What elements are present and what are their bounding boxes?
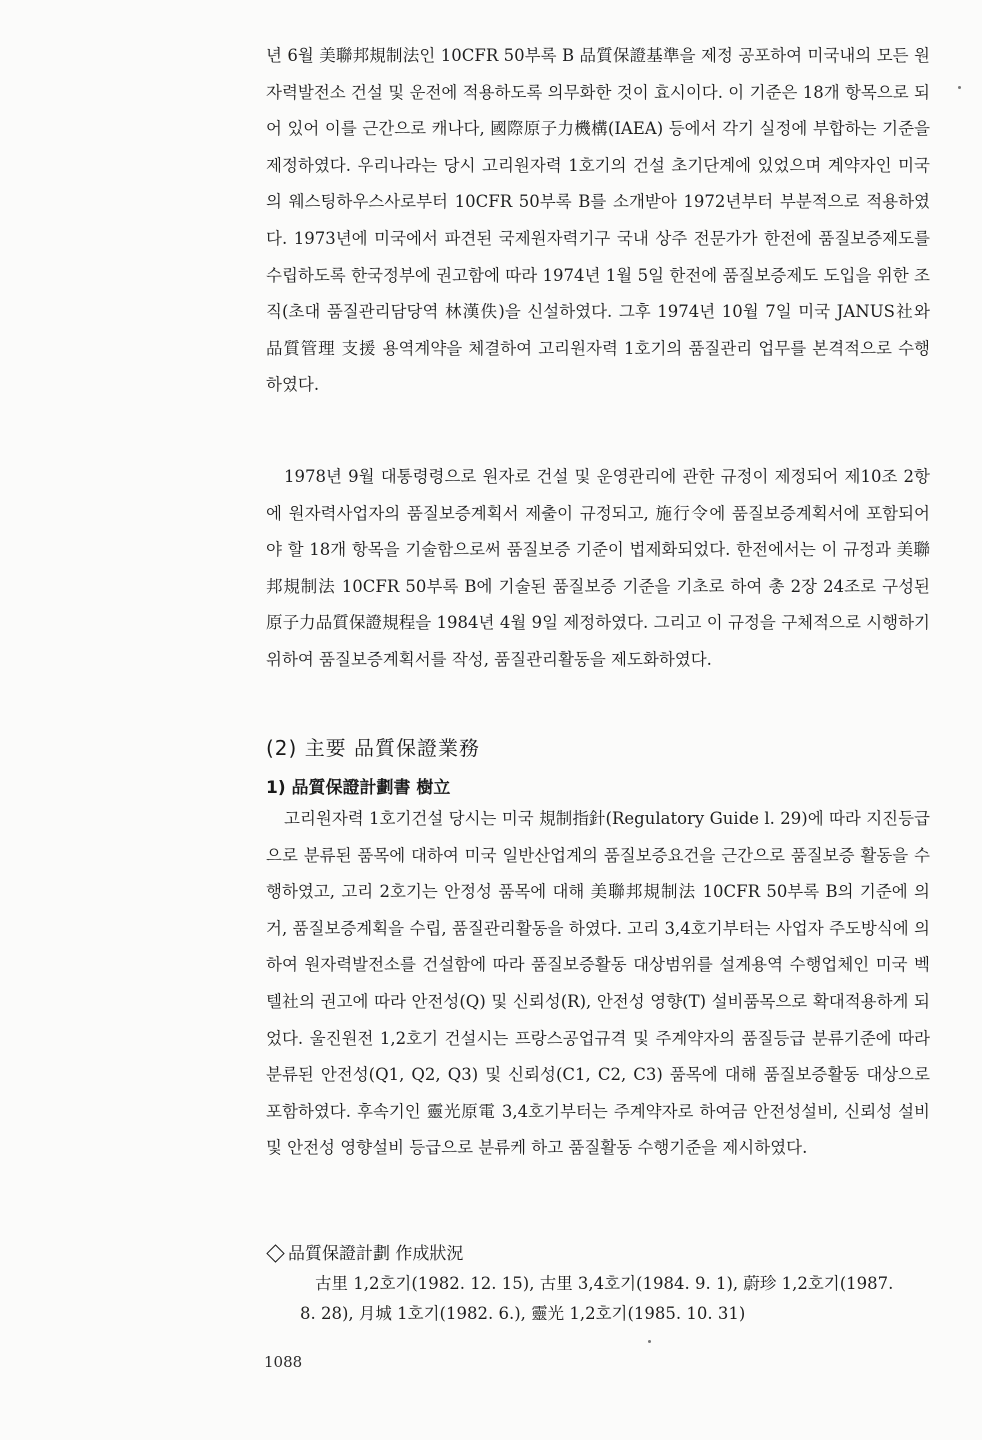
paragraph-text: 1978년 9월 대통령령으로 원자로 건설 및 운영관리에 관한 규정이 제정되어 제10조 2항에 원자력사업자의 품질보증계획서 제출이 규정되고, 施行令에 품질보증계획서에 포함되어야 할 18개 항목을 기술함으로써 품질보증 기준이 법제화되었다. 한전에서는 이 규정과 美聯邦規制法 10CFR 50부록 B에 기술된 품질보증 기준을 기초로 하여 총 2장 24조로 구성된 原子力品質保證規程을 1984년 4월 9일 제정하였다. 그리고 이 규정을 구체적으로 시행하기 위하여 품질보증계획서를 작성, 품질관리활동을 제도화하였다.	[266, 467, 930, 669]
body-paragraph-2	[266, 459, 930, 679]
status-line-1: 古里 1,2호기(1982. 12. 15), 古里 3,4호기(1984. 9. 1), 蔚珍 1,2호기(1987.	[315, 1274, 894, 1293]
scan-speck	[958, 86, 961, 89]
status-heading	[266, 1239, 463, 1264]
section-heading: (2) 主要 品質保證業務	[266, 736, 481, 760]
status-line-2: 8. 28), 月城 1호기(1982. 6.), 靈光 1,2호기(1985. 10. 31)	[300, 1304, 746, 1323]
page-number: 1088	[264, 1353, 303, 1371]
body-paragraph-3	[266, 801, 930, 1167]
sub-heading: 1) 品質保證計劃書 樹立	[266, 778, 451, 798]
status-heading-text: 品質保證計劃 作成狀況	[288, 1244, 464, 1264]
paragraph-text: 고리원자력 1호기건설 당시는 미국 規制指針(Regulatory Guide l. 29)에 따라 지진등급으로 분류된 품목에 대하여 미국 일반산업계의 품질보증요건을 근간으로 품질보증 활동을 수행하였고, 고리 2호기는 안정성 품목에 대해 美聯邦規制法 10CFR 50부록 B의 기준에 의거, 품질보증계획을 수립, 품질관리활동을 하였다. 고리 3,4호기부터는 사업자 주도방식에 의하여 원자력발전소를 건설함에 따라 품질보증활동 대상범위를 설계용역 수행업체인 미국 벡텔社의 권고에 따라 안전성(Q) 및 신뢰성(R), 안전성 영향(T) 설비품목으로 확대적용하게 되었다. 울진원전 1,2호기 건설시는 프랑스공업규격 및 주계약자의 품질등급 분류기준에 따라 분류된 안전성(Q1, Q2, Q3) 및 신뢰성(C1, C2, C3) 품목에 대해 품질보증활동 대상으로 포함하였다. 후속기인 靈光原電 3,4호기부터는 주계약자로 하여금 안전성설비, 신뢰성 설비 및 안전성 영향설비 등급으로 분류케 하고 품질활동 수행기준을 제시하였다.	[266, 809, 930, 1158]
scan-speck	[648, 1340, 651, 1343]
paragraph-text: 년 6월 美聯邦規制法인 10CFR 50부록 B 品質保證基準을 제정 공포하여 미국내의 모든 원자력발전소 건설 및 운전에 적용하도록 의무화한 것이 효시이다. 이 기준은 18개 항목으로 되어 있어 이를 근간으로 캐나다, 國際原子力機構(IAEA) 등에서 각기 실정에 부합하는 기준을 제정하였다. 우리나라는 당시 고리원자력 1호기의 건설 초기단계에 있었으며 계약자인 미국의 웨스팅하우스사로부터 10CFR 50부록 B를 소개받아 1972년부터 부분적으로 적용하였다. 1973년에 미국에서 파견된 국제원자력기구 국내 상주 전문가가 한전에 품질보증제도를 수립하도록 한국정부에 권고함에 따라 1974년 1월 5일 한전에 품질보증제도 도입을 위한 조직(초대 품질관리담당역 林漢佚)을 신설하였다. 그후 1974년 10월 7일 미국 JANUS社와 品質管理 支援 용역계약을 체결하여 고리원자력 1호기의 품질관리 업무를 본격적으로 수행하였다.	[266, 46, 930, 395]
diamond-icon	[266, 1244, 284, 1262]
body-paragraph-1	[266, 38, 930, 404]
